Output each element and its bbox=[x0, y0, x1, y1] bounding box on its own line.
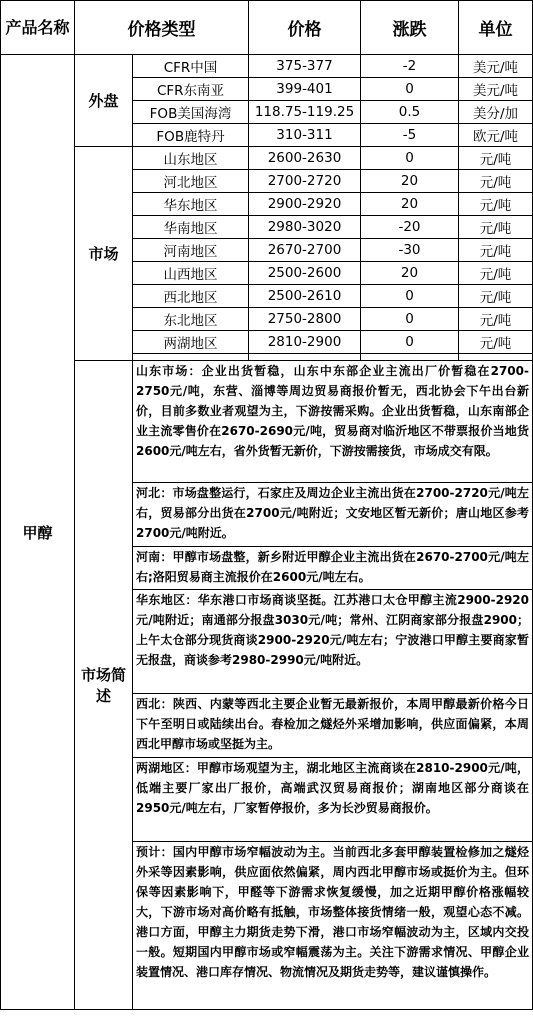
unit-cell: 元/吨 bbox=[459, 331, 533, 354]
price-type-cell: 东北地区 bbox=[133, 308, 249, 331]
commentary-shandong: 山东市场：企业出货暂稳，山东中东部企业主流出厂价暂稳在2700-2750元/吨，东营、淄博等周边贸易商报价暂无，西北协会下午出台新价，目前多数业者观望为主，下游按需采购。企业出货暂稳，山东南部企业主流零售价在2670-2690元/吨，贸易商对临沂地区不带票报价当地货2600元/吨左右，省外货暂无新价，下游按需接货，市场成交有限。 bbox=[133, 361, 533, 483]
price-type-cell: 西北地区 bbox=[133, 285, 249, 308]
table-row bbox=[1, 147, 533, 170]
price-cell: 2670-2700 bbox=[249, 239, 361, 262]
change-cell: -30 bbox=[361, 239, 459, 262]
table-row bbox=[1, 55, 533, 78]
change-cell: 20 bbox=[361, 193, 459, 216]
change-cell: -5 bbox=[361, 124, 459, 147]
price-type-cell: 山东地区 bbox=[133, 147, 249, 170]
group-market: 市场 bbox=[75, 147, 133, 361]
commentary-hebei: 河北：市场盘整运行，石家庄及周边企业主流出货在2700-2720元/吨左右，贸易部分出货在2700元/吨附近；文安地区暂无新价；唐山地区参考2700元/吨附近。 bbox=[133, 483, 533, 547]
price-type-cell: 两湖地区 bbox=[133, 331, 249, 354]
price-type-cell: 河北地区 bbox=[133, 170, 249, 193]
change-cell: -2 bbox=[361, 55, 459, 78]
commentary-east-china: 华东地区：华东港口市场商谈坚挺。江苏港口太仓甲醇主流2900-2920元/吨附近；南通部分报盘3030元/吨；常州、江阴商家部分报盘2900；上午太仓部分现货商谈2900-2920元/吨左右；宁波港口甲醇主要商家暂无报盘，商谈参考2980-2990元/吨附近。 bbox=[133, 590, 533, 694]
price-type-cell: 山西地区 bbox=[133, 262, 249, 285]
commentary-hubei-hunan: 两湖地区：甲醇市场观望为主，湖北地区主流商谈在2810-2900元/吨，低端主要厂家出厂报价，高端武汉贸易商报价；湖南地区部分商谈在2950元/吨左右，厂家暂停报价，多为长沙贸易商报价。 bbox=[133, 758, 533, 842]
price-cell: 118.75-119.25 bbox=[249, 101, 361, 124]
price-type-cell: FOB鹿特丹 bbox=[133, 124, 249, 147]
unit-cell: 元/吨 bbox=[459, 285, 533, 308]
header-row bbox=[1, 1, 533, 55]
price-type-cell: CFR中国 bbox=[133, 55, 249, 78]
unit-cell: 元/吨 bbox=[459, 308, 533, 331]
change-cell: 0.5 bbox=[361, 101, 459, 124]
header-product: 产品名称 bbox=[1, 1, 75, 55]
group-external: 外盘 bbox=[75, 55, 133, 147]
unit-cell: 元/吨 bbox=[459, 193, 533, 216]
change-cell: 0 bbox=[361, 308, 459, 331]
unit-cell: 元/吨 bbox=[459, 262, 533, 285]
price-cell: 2900-2920 bbox=[249, 193, 361, 216]
header-price-type: 价格类型 bbox=[75, 1, 249, 55]
empty-cell bbox=[133, 354, 249, 361]
unit-cell: 欧元/吨 bbox=[459, 124, 533, 147]
change-cell: 0 bbox=[361, 78, 459, 101]
empty-cell bbox=[361, 354, 459, 361]
unit-cell: 美元/吨 bbox=[459, 78, 533, 101]
unit-cell: 美分/加 bbox=[459, 101, 533, 124]
price-type-cell: 华南地区 bbox=[133, 216, 249, 239]
price-cell: 375-377 bbox=[249, 55, 361, 78]
price-cell: 310-311 bbox=[249, 124, 361, 147]
price-cell: 2500-2610 bbox=[249, 285, 361, 308]
empty-cell bbox=[459, 354, 533, 361]
unit-cell: 美元/吨 bbox=[459, 55, 533, 78]
commentary-northwest: 西北：陕西、内蒙等西北主要企业暂无最新报价，本周甲醇最新价格今日下午至明日或陆续出台。春检加之燧烃外采增加影响，供应面偏紧，本周西北甲醇市场或坚挺为主。 bbox=[133, 694, 533, 758]
price-cell: 2500-2600 bbox=[249, 262, 361, 285]
commentary-forecast: 预计：国内甲醇市场窄幅波动为主。当前西北多套甲醇装置检修加之燧烃外采等因素影响，供应面依然偏紧，周内西北甲醇市场或挺价为主。但环保等因素影响下，甲醛等下游需求恢复缓慢，加之近期甲醇价格涨幅较大，下游市场对高价略有抵触，市场整体接货情绪一般，观望心态不减。港口方面，甲醇主力期货走势下滑，港口市场窄幅波动为主，区域内交投一般。短期国内甲醇市场或窄幅震荡为主。关注下游需求情况、甲醇企业装置情况、港口库存情况、物流情况及期货走势等，建议谨慎操作。 bbox=[133, 842, 533, 1010]
header-change: 涨跌 bbox=[361, 1, 459, 55]
product-name: 甲醇 bbox=[1, 55, 75, 1010]
unit-cell: 元/吨 bbox=[459, 239, 533, 262]
price-type-cell: CFR东南亚 bbox=[133, 78, 249, 101]
change-cell: 20 bbox=[361, 170, 459, 193]
price-cell: 2980-3020 bbox=[249, 216, 361, 239]
price-type-cell: 河南地区 bbox=[133, 239, 249, 262]
change-cell: 0 bbox=[361, 285, 459, 308]
commentary-row bbox=[1, 361, 533, 483]
change-cell: -20 bbox=[361, 216, 459, 239]
unit-cell: 元/吨 bbox=[459, 147, 533, 170]
empty-cell bbox=[249, 354, 361, 361]
header-unit: 单位 bbox=[459, 1, 533, 55]
unit-cell: 元/吨 bbox=[459, 170, 533, 193]
price-cell: 2810-2900 bbox=[249, 331, 361, 354]
change-cell: 20 bbox=[361, 262, 459, 285]
price-cell: 2750-2800 bbox=[249, 308, 361, 331]
change-cell: 0 bbox=[361, 147, 459, 170]
unit-cell: 元/吨 bbox=[459, 216, 533, 239]
change-cell: 0 bbox=[361, 331, 459, 354]
commentary-henan: 河南：甲醇市场盘整，新乡附近甲醇企业主流出货在2670-2700元/吨左右;洛阳贸易商主流报价在2600元/吨左右。 bbox=[133, 547, 533, 590]
group-commentary: 市场简述 bbox=[75, 361, 133, 1010]
header-price: 价格 bbox=[249, 1, 361, 55]
price-cell: 399-401 bbox=[249, 78, 361, 101]
price-type-cell: FOB美国海湾 bbox=[133, 101, 249, 124]
price-cell: 2600-2630 bbox=[249, 147, 361, 170]
price-type-cell: 华东地区 bbox=[133, 193, 249, 216]
price-cell: 2700-2720 bbox=[249, 170, 361, 193]
